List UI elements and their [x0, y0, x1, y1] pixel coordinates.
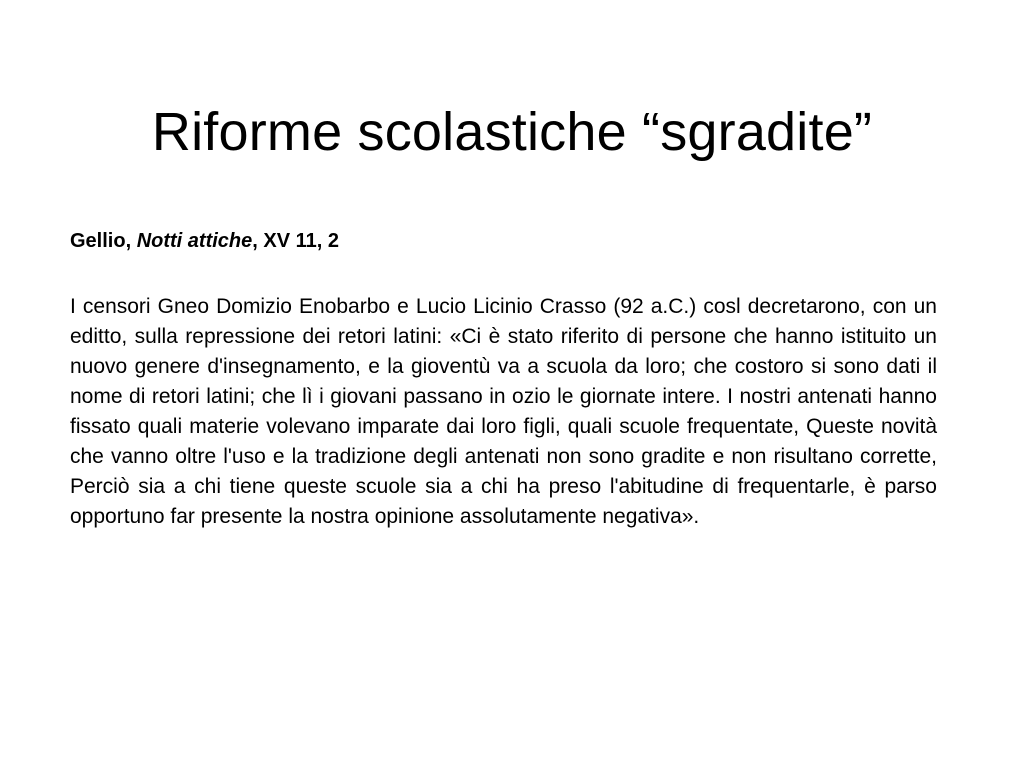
source-author: Gellio, — [70, 230, 137, 252]
source-citation — [70, 226, 937, 256]
slide-content — [70, 226, 937, 532]
body-paragraph: I censori Gneo Domizio Enobarbo e Lucio Licinio Crasso (92 a.C.) cosl decretarono, con un editto, sulla repressione dei retori latini: «Ci è stato riferito di persone che hanno istituito un nuovo genere d'insegnamento, e la gioventù va a scuola da loro; che costoro si sono dati il nome di retori latini; che lì i giovani passano in ozio le giornate intere. I nostri antenati hanno fissato quali materie volevano imparate dai loro figli, quali scuole frequentate, Queste novità che vanno oltre l'uso e la tradizione degli antenati non sono gradite e non risultano corrette, Perciò sia a chi tiene queste scuole sia a chi ha preso l'abitudine di frequentarle, è parso opportuno far presente la nostra opinione assolutamente negativa». — [70, 295, 937, 528]
source-work: Notti attiche — [136, 230, 253, 252]
slide-title: Riforme scolastiche “sgradite” — [151, 102, 873, 162]
source-reference: , XV 11, 2 — [252, 230, 339, 252]
